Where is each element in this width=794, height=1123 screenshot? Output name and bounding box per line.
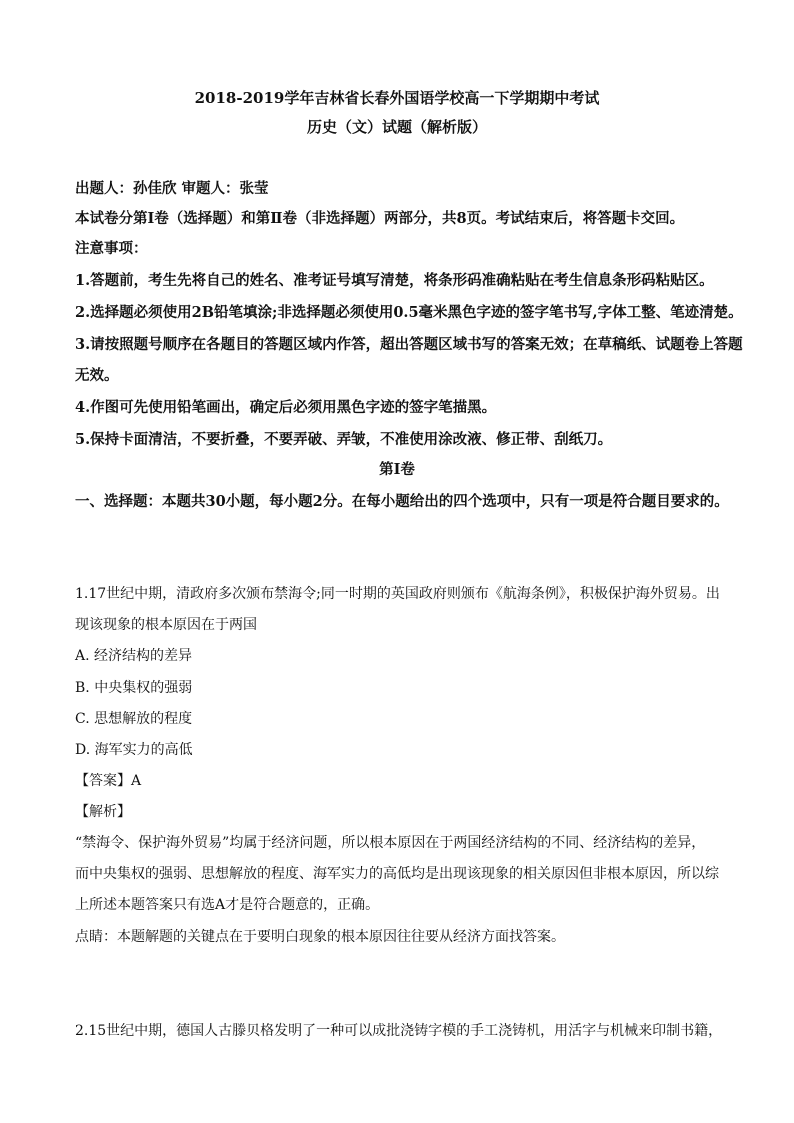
question-1-option-b: B. 中央集权的强弱 bbox=[75, 680, 193, 696]
question-2-stem: 2.15世纪中期，德国人古滕贝格发明了一种可以成批浇铸字模的手工浇铸机，用活字与机械来印制书籍， bbox=[75, 1023, 723, 1039]
question-1-stem: 1.17世纪中期，清政府多次颁布禁海令;同一时期的英国政府则颁布《航海条例》，积极保护海外贸易。出 bbox=[75, 586, 720, 602]
note-item: 2.选择题必须使用2B铅笔填涂;非选择题必须使用0.5毫米黑色字迹的签字笔书写,字体工整、笔迹清楚。 bbox=[75, 304, 743, 321]
section-instruction: 一、选择题：本题共30小题，每小题2分。在每小题给出的四个选项中，只有一项是符合题目要求的。 bbox=[75, 493, 729, 510]
question-1-option-c: C. 思想解放的程度 bbox=[75, 711, 193, 727]
question-1-tip: 点睛：本题解题的关键点在于要明白现象的根本原因往往要从经济方面找答案。 bbox=[75, 929, 565, 945]
volume-heading: 第Ⅰ卷 bbox=[379, 461, 415, 478]
notes-heading: 注意事项： bbox=[75, 240, 148, 257]
note-item: 无效。 bbox=[75, 367, 119, 384]
document-subtitle: 历史（文）试题（解析版） bbox=[306, 118, 487, 136]
question-1-option-d: D. 海军实力的高低 bbox=[75, 742, 193, 758]
question-1-analysis-heading: 【解析】 bbox=[75, 804, 131, 820]
authors-line: 出题人：孙佳欣 审题人：张莹 bbox=[75, 180, 269, 197]
note-item: 3.请按照题号顺序在各题目的答题区域内作答，超出答题区域书写的答案无效；在草稿纸、试题卷上答题 bbox=[75, 336, 743, 353]
question-1-stem-cont: 现该现象的根本原因在于两国 bbox=[75, 617, 257, 633]
note-item: 5.保持卡面清洁，不要折叠，不要弄破、弄皱，不准使用涂改液、修正带、刮纸刀。 bbox=[75, 431, 613, 448]
document-title: 2018-2019学年吉林省长春外国语学校高一下学期期中考试 bbox=[194, 89, 600, 107]
question-1-analysis-line: “禁海令、保护海外贸易”均属于经济问题，所以根本原因在于两国经济结构的不同、经济结构的差异， bbox=[75, 835, 706, 851]
note-item: 4.作图可先使用铅笔画出，确定后必须用黑色字迹的签字笔描黑。 bbox=[75, 399, 497, 416]
question-1-analysis-line: 上所述本题答案只有选A才是符合题意的，正确。 bbox=[75, 897, 380, 913]
question-1-analysis-line: 而中央集权的强弱、思想解放的程度、海军实力的高低均是出现该现象的相关原因但非根本原因，所以综 bbox=[75, 866, 719, 882]
note-item: 1.答题前，考生先将自己的姓名、准考证号填写清楚，将条形码准确粘贴在考生信息条形码粘贴区。 bbox=[75, 272, 714, 289]
question-1-answer: 【答案】A bbox=[75, 773, 142, 789]
intro-line: 本试卷分第Ⅰ卷（选择题）和第Ⅱ卷（非选择题）两部分，共8页。考试结束后，将答题卡交回。 bbox=[75, 210, 685, 227]
question-1-option-a: A. 经济结构的差异 bbox=[75, 648, 193, 664]
